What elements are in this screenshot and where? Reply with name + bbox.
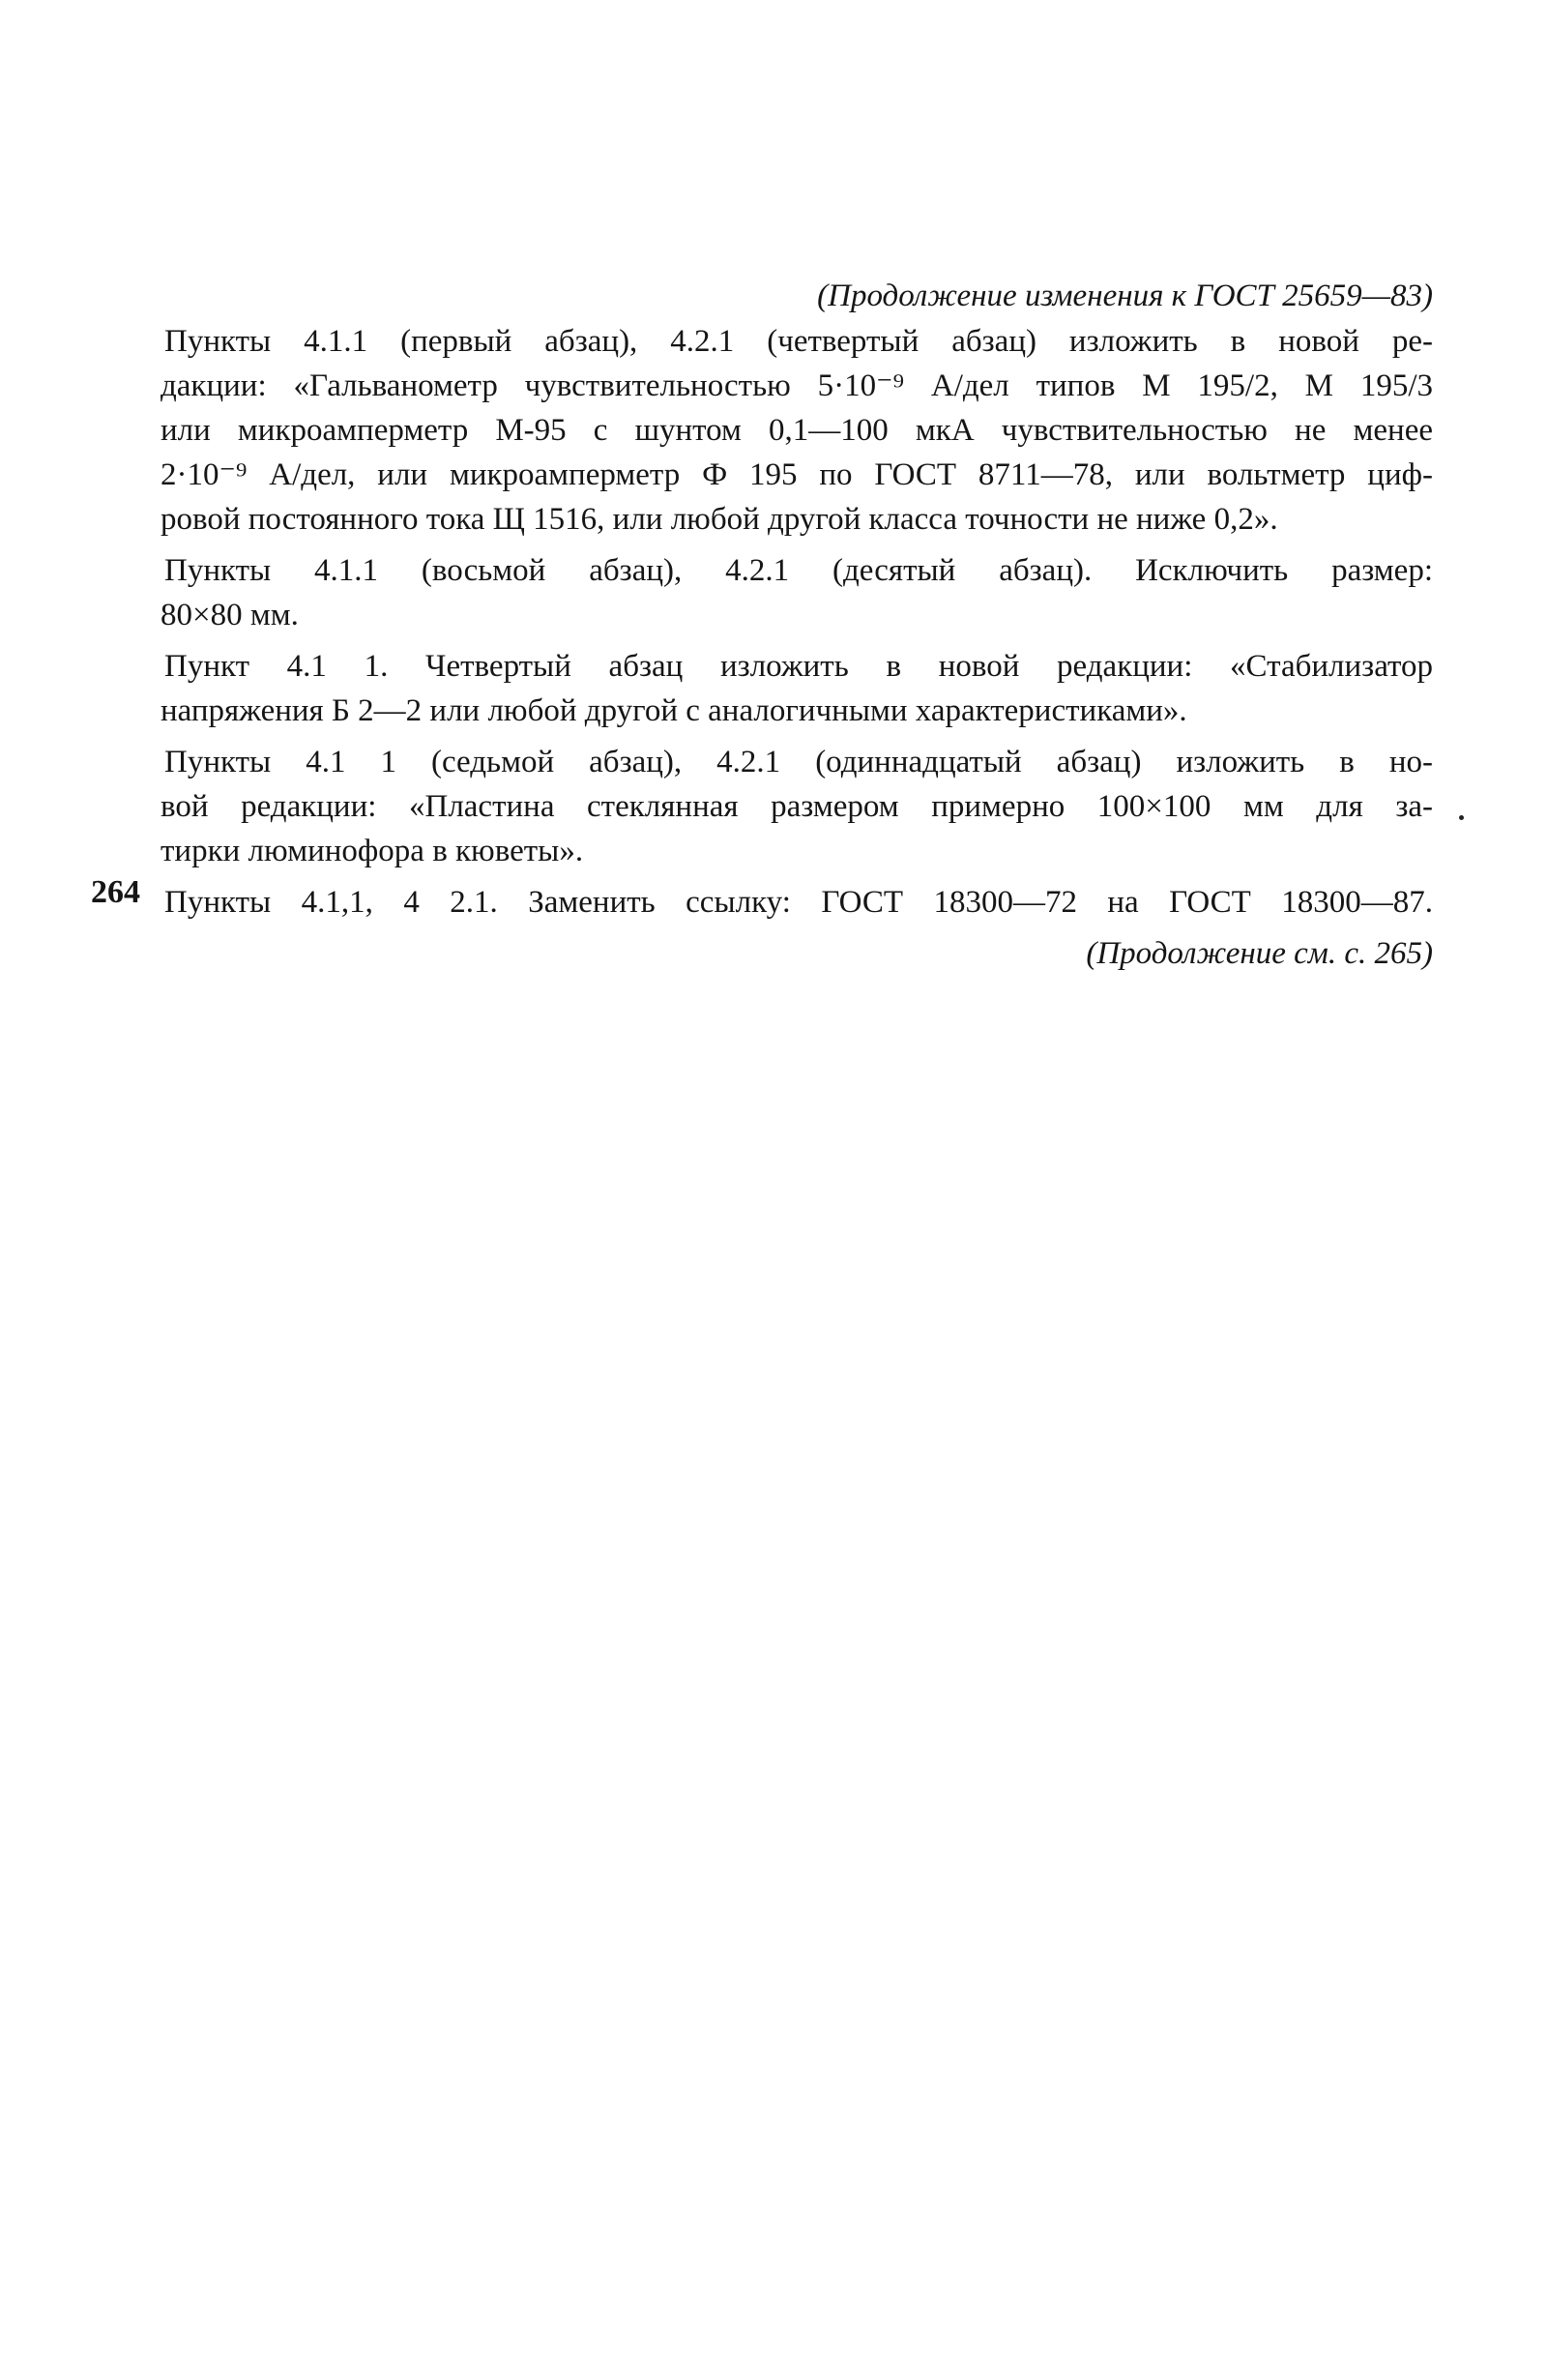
text-line: напряжения Б 2—2 или любой другой с аналогичными характеристиками». [161,693,1187,728]
page-number: 264 [91,874,140,910]
document-body [161,274,1433,976]
text-line: дакции: «Гальванометр чувствительностью 5·10⁻⁹ А/дел типов М 195/2, М 195/3 [161,368,1433,403]
text-line: ровой постоянного тока Щ 1516, или любой другой класса точности не ниже 0,2». [161,502,1278,537]
text-line: 2·10⁻⁹ А/дел, или микроамперметр Ф 195 по ГОСТ 8711—78, или вольтметр циф- [161,457,1433,492]
text-line: Пункт 4.1 1. Четвертый абзац изложить в новой редакции: «Стабилизатор [164,649,1433,684]
print-speck [1459,815,1464,820]
text-line: или микроамперметр М-95 с шунтом 0,1—100 мкА чувствительностью не менее [161,413,1433,448]
paragraph-4 [161,740,1433,873]
text-line: тирки люминофора в кюветы». [161,834,584,868]
text-line: Пункты 4.1 1 (седьмой абзац), 4.2.1 (одиннадцатый абзац) изложить в но- [164,745,1433,779]
continuation-header: (Продолжение изменения к ГОСТ 25659—83) [817,279,1433,313]
text-line: 80×80 мм. [161,598,299,632]
text-line: Пункты 4.1.1 (первый абзац), 4.2.1 (четвертый абзац) изложить в новой ре- [164,324,1433,359]
continuation-footer: (Продолжение см. с. 265) [1086,936,1433,971]
text-line: вой редакции: «Пластина стеклянная размером примерно 100×100 мм для за- [161,789,1433,824]
paragraph-2 [161,548,1433,637]
text-line: Пункты 4.1,1, 4 2.1. Заменить ссылку: ГОСТ 18300—72 на ГОСТ 18300—87. [164,885,1433,920]
text-line: Пункты 4.1.1 (восьмой абзац), 4.2.1 (десятый абзац). Исключить размер: [164,553,1433,588]
paragraph-5 [161,880,1433,925]
paragraph-1 [161,319,1433,542]
paragraph-3 [161,644,1433,733]
